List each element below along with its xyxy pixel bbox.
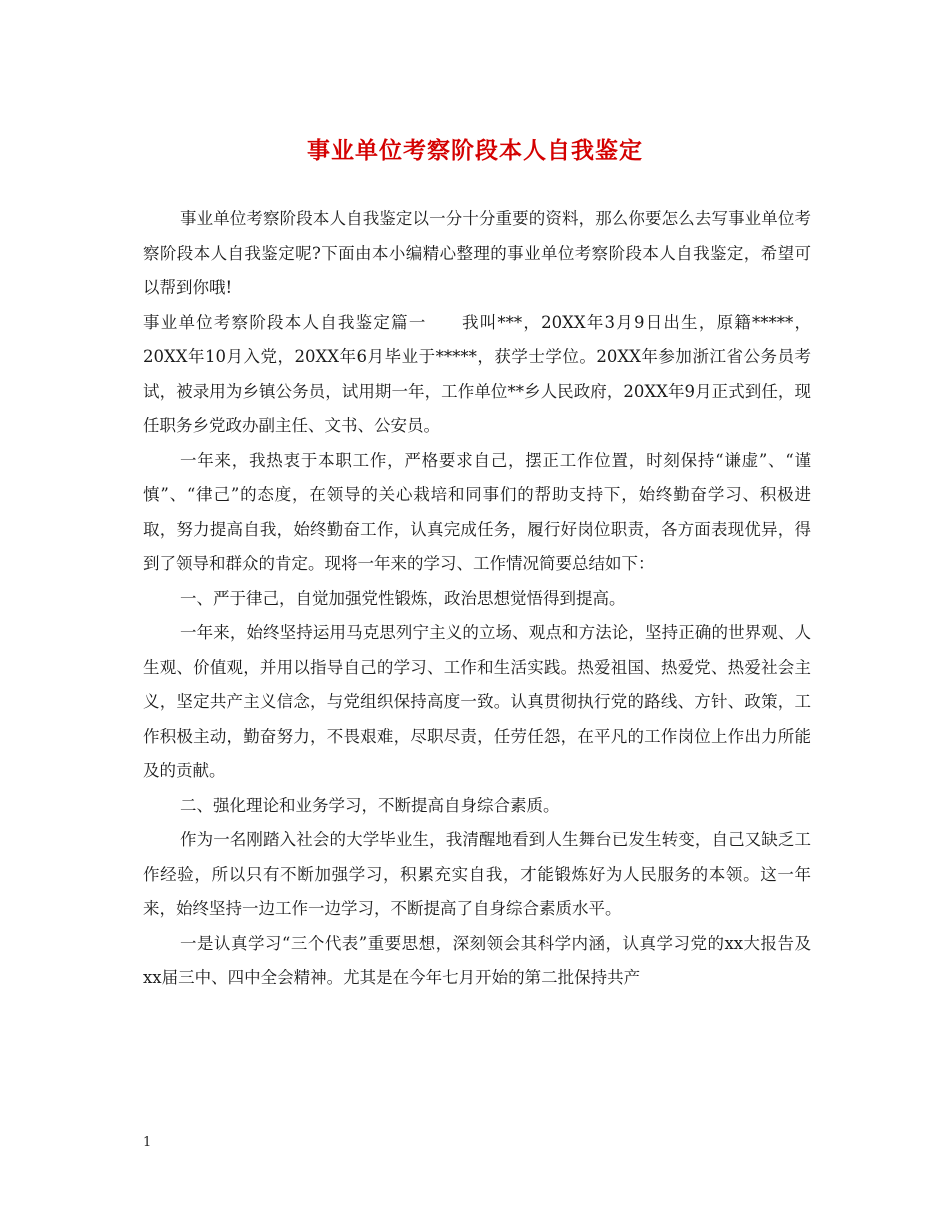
paragraph-section-one: 事业单位考察阶段本人自我鉴定篇一 我叫***，20XX年3月9日出生，原籍*****，20XX年10月入党，20XX年6月毕业于*****，获学士学位。20XX年参加浙江省公务员考试，被录用为乡镇公务员，试用期一年，工作单位**乡人民政府，20XX年9月正式到任，现任职务乡党政办副主任、文书、公安员。 (143, 312, 811, 435)
document-title: 事业单位考察阶段本人自我鉴定 (307, 137, 643, 164)
page-number: 1 (143, 1135, 152, 1150)
paragraph-intro: 事业单位考察阶段本人自我鉴定以一分十分重要的资料，那么你要怎么去写事业单位考察阶段本人自我鉴定呢?下面由本小编精心整理的事业单位考察阶段本人自我鉴定，希望可以帮到你哦! (143, 209, 811, 297)
paragraph-study: 作为一名刚踏入社会的大学毕业生，我清醒地看到人生舞台已发生转变，自己又缺乏工作经验，所以只有不断加强学习，积累充实自我，才能锻炼好为人民服务的本领。这一年来，始终坚持一边工作一边学习，不断提高了自身综合素质水平。 (143, 830, 811, 918)
paragraph-politics: 一年来，始终坚持运用马克思列宁主义的立场、观点和方法论，坚持正确的世界观、人生观、价值观，并用以指导自己的学习、工作和生活实践。热爱祖国、热爱党、热爱社会主义，坚定共产主义信念，与党组织保持高度一致。认真贯彻执行党的路线、方针、政策，工作积极主动，勤奋努力，不畏艰难，尽职尽责，任劳任怨，在平凡的工作岗位上作出力所能及的贡献。 (143, 623, 811, 780)
paragraph-heading-two: 二、强化理论和业务学习，不断提高自身综合素质。 (180, 795, 560, 815)
paragraph-three-represents: 一是认真学习“三个代表”重要思想，深刻领会其科学内涵，认真学习党的xx大报告及xx届三中、四中全会精神。尤其是在今年七月开始的第二批保持共产 (143, 933, 811, 987)
paragraph-summary: 一年来，我热衷于本职工作，严格要求自己，摆正工作位置，时刻保持“谦虚”、“谨慎”、“律己”的态度，在领导的关心栽培和同事们的帮助支持下，始终勤奋学习、积极进取，努力提高自我，始终勤奋工作，认真完成任务，履行好岗位职责，各方面表现优异，得到了领导和群众的肯定。现将一年来的学习、工作情况简要总结如下： (143, 450, 811, 573)
document-body (143, 202, 811, 996)
paragraph-heading-one: 一、严于律己，自觉加强党性锻炼，政治思想觉悟得到提高。 (180, 588, 626, 608)
